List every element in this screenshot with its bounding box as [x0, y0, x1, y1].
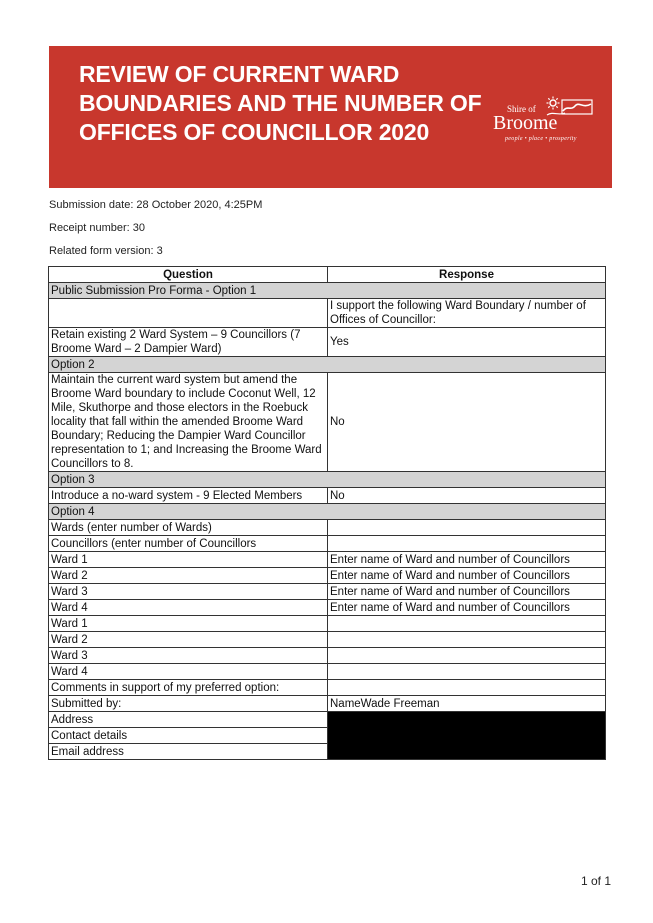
table-row	[49, 600, 606, 616]
response-cell	[328, 536, 606, 552]
question-cell: Comments in support of my preferred option:	[49, 680, 328, 696]
section-title: Option 2	[49, 357, 606, 373]
table-row	[49, 299, 606, 328]
response-cell: NameWade Freeman	[328, 696, 606, 712]
table-row	[49, 552, 606, 568]
response-cell	[328, 616, 606, 632]
question-cell: Submitted by:	[49, 696, 328, 712]
response-cell	[328, 648, 606, 664]
submission-date: Submission date: 28 October 2020, 4:25PM	[49, 199, 263, 211]
section-title: Option 4	[49, 504, 606, 520]
response-cell: Enter name of Ward and number of Councillors	[328, 568, 606, 584]
question-cell: Address	[49, 712, 328, 728]
section-row	[49, 504, 606, 520]
response-cell: Yes	[328, 328, 606, 357]
question-cell: Contact details	[49, 728, 328, 744]
section-row	[49, 357, 606, 373]
table-row	[49, 373, 606, 472]
document-title: REVIEW OF CURRENT WARD BOUNDARIES AND THE NUMBER OF OFFICES OF COUNCILLOR 2020	[79, 61, 482, 145]
question-cell	[49, 299, 328, 328]
question-cell: Ward 1	[49, 616, 328, 632]
response-cell: No	[328, 488, 606, 504]
table-row	[49, 664, 606, 680]
table-row	[49, 712, 606, 728]
logo-shire-text: Shire of	[507, 104, 536, 114]
section-row	[49, 472, 606, 488]
table-row	[49, 520, 606, 536]
shire-logo	[489, 96, 599, 146]
question-cell: Email address	[49, 744, 328, 760]
table-row	[49, 696, 606, 712]
question-cell: Retain existing 2 Ward System – 9 Councillors (7 Broome Ward – 2 Dampier Ward)	[49, 328, 328, 357]
table-row	[49, 488, 606, 504]
response-cell: No	[328, 373, 606, 472]
response-cell	[328, 632, 606, 648]
response-cell	[328, 664, 606, 680]
question-column-header: Question	[49, 267, 328, 283]
question-cell: Ward 4	[49, 600, 328, 616]
form-version: Related form version: 3	[49, 245, 163, 257]
response-cell: I support the following Ward Boundary / number of Offices of Councillor:	[328, 299, 606, 328]
question-cell: Ward 2	[49, 632, 328, 648]
redacted-block	[328, 712, 606, 760]
receipt-number: Receipt number: 30	[49, 222, 145, 234]
table-row	[49, 680, 606, 696]
table-row	[49, 616, 606, 632]
response-cell: Enter name of Ward and number of Councillors	[328, 584, 606, 600]
page-number: 1 of 1	[581, 874, 612, 888]
question-cell: Introduce a no-ward system - 9 Elected Members	[49, 488, 328, 504]
response-cell	[328, 520, 606, 536]
response-cell: Enter name of Ward and number of Councillors	[328, 552, 606, 568]
logo-tagline-text: people • place • prosperity	[505, 136, 577, 142]
table-row	[49, 584, 606, 600]
table-header-row	[49, 267, 606, 283]
table-row	[49, 568, 606, 584]
response-cell: Enter name of Ward and number of Councillors	[328, 600, 606, 616]
response-cell	[328, 680, 606, 696]
section-row	[49, 283, 606, 299]
question-cell: Ward 2	[49, 568, 328, 584]
section-title: Public Submission Pro Forma - Option 1	[49, 283, 606, 299]
question-cell: Ward 4	[49, 664, 328, 680]
question-cell: Wards (enter number of Wards)	[49, 520, 328, 536]
table-row	[49, 648, 606, 664]
question-cell: Ward 1	[49, 552, 328, 568]
section-title: Option 3	[49, 472, 606, 488]
response-column-header: Response	[328, 267, 606, 283]
question-cell: Maintain the current ward system but amend the Broome Ward boundary to include Coconut Well, 12 Mile, Skuthorpe and those electors in the Roebuck locality that fall within the amended Broome Ward Boundary; Reducing the Dampier Ward Councillor representation to 1; and Increasing the Broome Ward Councillors to 8.	[49, 373, 328, 472]
question-cell: Councillors (enter number of Councillors	[49, 536, 328, 552]
logo-name-text: Broome	[493, 112, 558, 134]
question-cell: Ward 3	[49, 584, 328, 600]
submission-table	[48, 266, 606, 760]
document-header	[49, 46, 612, 188]
question-cell: Ward 3	[49, 648, 328, 664]
table-row	[49, 632, 606, 648]
table-row	[49, 328, 606, 357]
table-row	[49, 536, 606, 552]
